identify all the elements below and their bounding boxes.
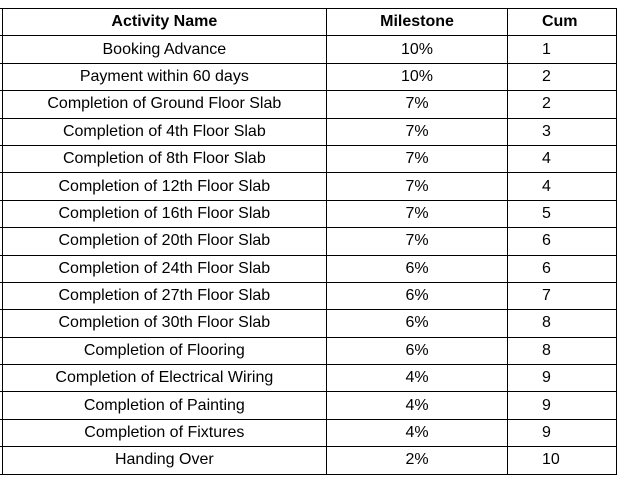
cumulative-cell: 8 (507, 337, 616, 364)
milestone-cell: 7% (327, 91, 508, 118)
table-row (0, 255, 617, 282)
activity-name-cell: Completion of Electrical Wiring (2, 365, 327, 392)
activity-name-cell: Completion of Flooring (2, 337, 327, 364)
activity-name-cell: Completion of 12th Floor Slab (2, 173, 327, 200)
table-row (0, 145, 617, 172)
activity-name-cell: Completion of Ground Floor Slab (2, 91, 327, 118)
table-row (0, 310, 617, 337)
cumulative-cell: 4 (507, 173, 616, 200)
table-row (0, 63, 617, 90)
table-row (0, 282, 617, 309)
cumulative-cell: 8 (507, 310, 616, 337)
table-row (0, 36, 617, 63)
milestone-cell: 10% (327, 36, 508, 63)
milestone-cell: 7% (327, 228, 508, 255)
cumulative-cell: 10 (507, 447, 616, 474)
activity-name-cell: Handing Over (2, 447, 327, 474)
activity-name-cell: Completion of 24th Floor Slab (2, 255, 327, 282)
cumulative-cell: 9 (507, 392, 616, 419)
activity-name-cell: Completion of Painting (2, 392, 327, 419)
payment-schedule-table (0, 8, 617, 475)
milestone-cell: 7% (327, 173, 508, 200)
cumulative-cell: 9 (507, 365, 616, 392)
table-row (0, 91, 617, 118)
activity-name-cell: Completion of 16th Floor Slab (2, 200, 327, 227)
milestone-cell: 7% (327, 145, 508, 172)
table-row (0, 337, 617, 364)
cumulative-cell: 3 (507, 118, 616, 145)
table-row (0, 200, 617, 227)
table-body (0, 36, 617, 474)
milestone-cell: 6% (327, 310, 508, 337)
milestone-header: Milestone (327, 9, 508, 36)
activity-name-cell: Completion of 20th Floor Slab (2, 228, 327, 255)
activity-name-cell: Completion of 27th Floor Slab (2, 282, 327, 309)
activity-name-cell: Completion of 8th Floor Slab (2, 145, 327, 172)
activity-name-cell: Payment within 60 days (2, 63, 327, 90)
milestone-cell: 10% (327, 63, 508, 90)
table-header-row (0, 9, 617, 36)
activity-name-header: Activity Name (2, 9, 327, 36)
table-row (0, 118, 617, 145)
milestone-cell: 7% (327, 118, 508, 145)
table-row (0, 392, 617, 419)
cumulative-cell: 2 (507, 63, 616, 90)
activity-name-cell: Completion of Fixtures (2, 419, 327, 446)
milestone-cell: 7% (327, 200, 508, 227)
milestone-cell: 6% (327, 255, 508, 282)
cumulative-cell: 4 (507, 145, 616, 172)
cumulative-cell: 5 (507, 200, 616, 227)
cumulative-cell: 6 (507, 228, 616, 255)
table-row (0, 419, 617, 446)
milestone-cell: 4% (327, 365, 508, 392)
milestone-cell: 4% (327, 392, 508, 419)
cumulative-cell: 6 (507, 255, 616, 282)
table-row (0, 447, 617, 474)
cumulative-cell: 2 (507, 91, 616, 118)
milestone-cell: 4% (327, 419, 508, 446)
cumulative-header: Cum (507, 9, 616, 36)
cumulative-cell: 7 (507, 282, 616, 309)
activity-name-cell: Completion of 30th Floor Slab (2, 310, 327, 337)
table-row (0, 173, 617, 200)
milestone-cell: 2% (327, 447, 508, 474)
cumulative-cell: 1 (507, 36, 616, 63)
milestone-cell: 6% (327, 282, 508, 309)
activity-name-cell: Completion of 4th Floor Slab (2, 118, 327, 145)
activity-name-cell: Booking Advance (2, 36, 327, 63)
table-row (0, 228, 617, 255)
table-row (0, 365, 617, 392)
milestone-cell: 6% (327, 337, 508, 364)
cumulative-cell: 9 (507, 419, 616, 446)
